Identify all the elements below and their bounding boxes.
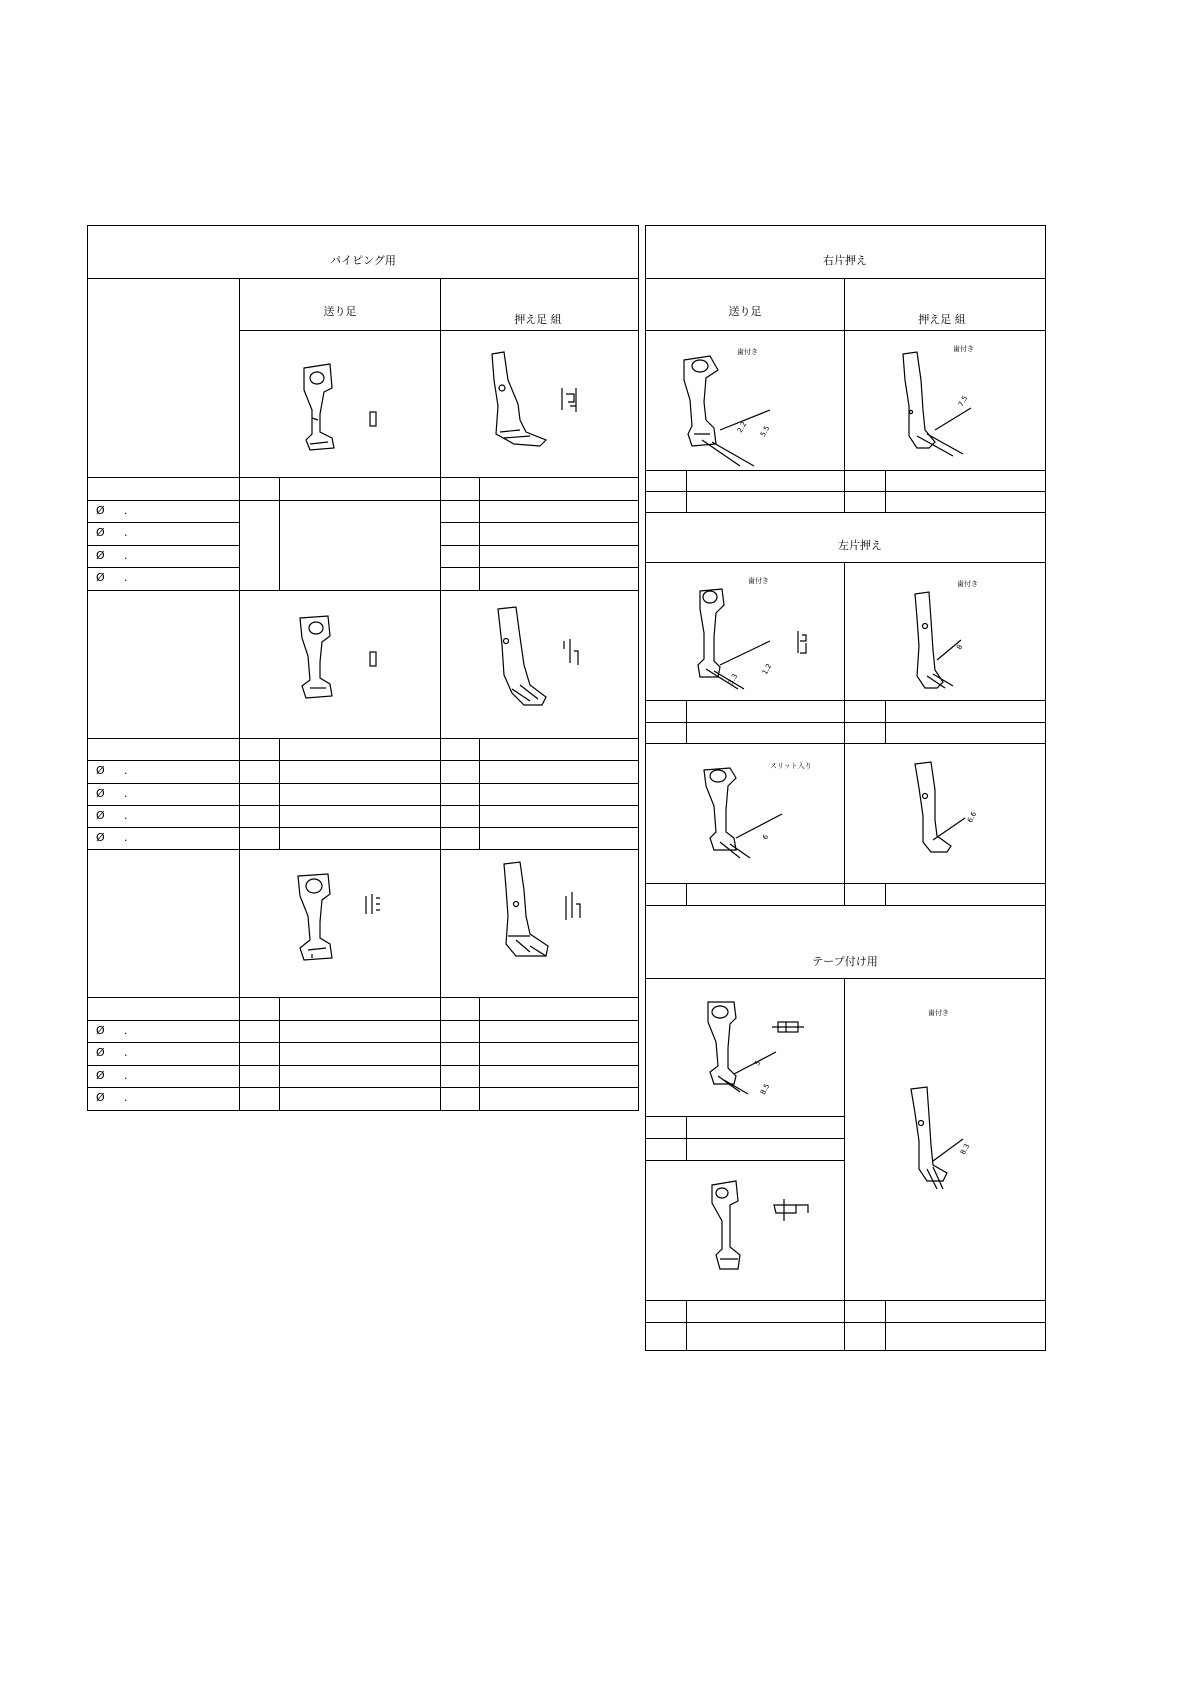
piping-presser-header: 押え足 組: [514, 313, 562, 326]
feed-foot-illustration: [290, 870, 400, 970]
dia-dot: .: [124, 504, 128, 517]
dia-dot: .: [124, 1069, 128, 1082]
dia-dot: .: [124, 1091, 128, 1104]
feed-note: 歯付き: [748, 577, 769, 585]
dim-label: 8.3: [958, 1142, 972, 1157]
slit-feed-foot-illustration: [700, 758, 820, 868]
presser-foot-illustration: [905, 760, 1025, 870]
piping-feed-header: 送り足: [323, 305, 357, 318]
dim-label: 5.5: [758, 424, 772, 439]
dia-phi: Ø: [96, 1091, 105, 1104]
dia-dot: .: [124, 787, 128, 800]
dia-dot: .: [124, 571, 128, 584]
tape-presser-foot-illustration: [905, 1085, 1025, 1195]
dim-label: 6.6: [965, 810, 979, 825]
feed-foot-illustration: [290, 612, 400, 712]
presser-foot-illustration: [905, 590, 1025, 700]
right-side-feed-header: 送り足: [728, 305, 762, 318]
right-side-presser-header: 押え足 組: [918, 313, 966, 326]
tape-feed-foot-illustration: [700, 1175, 830, 1285]
presser-foot-illustration: [490, 860, 620, 970]
dia-phi: Ø: [96, 549, 105, 562]
feed-foot-illustration: [690, 585, 820, 695]
dia-phi: Ø: [96, 1046, 105, 1059]
slit-note: スリット入り: [770, 762, 812, 770]
dia-dot: .: [124, 549, 128, 562]
left-side-title: 左片押え: [838, 539, 882, 552]
dim-label: 8: [955, 643, 965, 652]
dia-dot: .: [124, 526, 128, 539]
presser-foot-illustration: [895, 350, 1015, 460]
tape-note: 歯付き: [928, 1009, 949, 1017]
dia-phi: Ø: [96, 809, 105, 822]
presser-note: 歯付き: [953, 345, 974, 353]
dim-label: 5: [753, 1059, 763, 1068]
piping-title: パイピング用: [330, 254, 396, 267]
dia-dot: .: [124, 1024, 128, 1037]
dia-phi: Ø: [96, 1069, 105, 1082]
dia-phi: Ø: [96, 571, 105, 584]
dim-label: 6: [761, 833, 771, 842]
dia-dot: .: [124, 831, 128, 844]
dia-phi: Ø: [96, 764, 105, 777]
right-side-title: 右片押え: [823, 254, 867, 267]
dia-phi: Ø: [96, 787, 105, 800]
dim-label: 7.5: [956, 394, 970, 409]
dim-label: 1.2: [760, 662, 774, 677]
feed-foot-illustration: [290, 360, 400, 460]
dim-label: 2.2: [735, 420, 749, 435]
feed-foot-illustration: [680, 350, 800, 460]
tape-title: テープ付け用: [812, 955, 878, 968]
dia-dot: .: [124, 809, 128, 822]
dia-dot: .: [124, 1046, 128, 1059]
dia-phi: Ø: [96, 526, 105, 539]
feed-note: 歯付き: [737, 348, 758, 356]
presser-foot-illustration: [490, 605, 620, 715]
dia-dot: .: [124, 764, 128, 777]
dia-phi: Ø: [96, 504, 105, 517]
presser-foot-illustration: [490, 350, 620, 460]
dim-label: 3.3: [726, 672, 740, 687]
presser-note: 歯付き: [957, 580, 978, 588]
dia-phi: Ø: [96, 1024, 105, 1037]
dia-phi: Ø: [96, 831, 105, 844]
dim-label: 8.5: [758, 1082, 772, 1097]
